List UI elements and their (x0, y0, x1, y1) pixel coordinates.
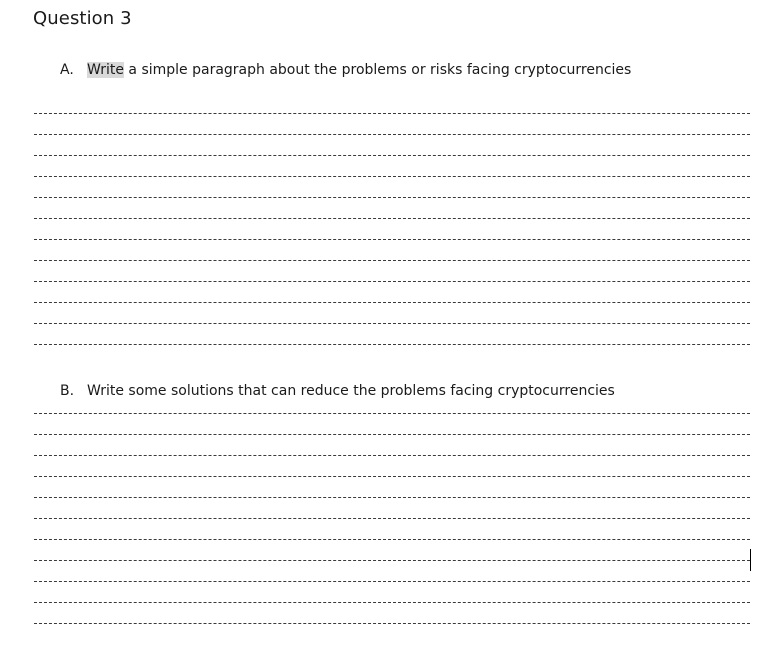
answer-b-rule[interactable] (34, 623, 750, 624)
question-a-marker: A. (60, 62, 74, 78)
answer-b-rule[interactable] (34, 434, 750, 435)
answer-b-rule[interactable] (34, 560, 750, 561)
answer-b-rule[interactable] (34, 476, 750, 477)
question-a-text: a simple paragraph about the problems or risks facing cryptocurrencies (123, 62, 632, 78)
selected-word[interactable]: Write (87, 62, 124, 78)
answer-a-rule[interactable] (34, 155, 750, 156)
answer-a-rule[interactable] (34, 197, 750, 198)
answer-b-rule[interactable] (34, 413, 750, 414)
answer-b-rule[interactable] (34, 497, 750, 498)
answer-a-rule[interactable] (34, 344, 750, 345)
answer-b-rule[interactable] (34, 455, 750, 456)
answer-a-rule[interactable] (34, 281, 750, 282)
question-a-prompt[interactable] (60, 62, 631, 78)
answer-a-rule[interactable] (34, 218, 750, 219)
answer-a-rule[interactable] (34, 323, 750, 324)
answer-a-rule[interactable] (34, 302, 750, 303)
answer-b-rule[interactable] (34, 602, 750, 603)
answer-a-rule[interactable] (34, 134, 750, 135)
answer-b-rule[interactable] (34, 581, 750, 582)
question-b-text: Write some solutions that can reduce the problems facing cryptocurrencies (87, 383, 615, 399)
question-b-prompt[interactable] (60, 383, 615, 399)
answer-a-rule[interactable] (34, 113, 750, 114)
question-title: Question 3 (33, 8, 132, 29)
answer-a-rule[interactable] (34, 239, 750, 240)
question-b-marker: B. (60, 383, 75, 399)
answer-a-rule[interactable] (34, 176, 750, 177)
answer-b-rule[interactable] (34, 518, 750, 519)
answer-a-rule[interactable] (34, 260, 750, 261)
answer-b-rule[interactable] (34, 539, 750, 540)
text-cursor (750, 549, 751, 571)
